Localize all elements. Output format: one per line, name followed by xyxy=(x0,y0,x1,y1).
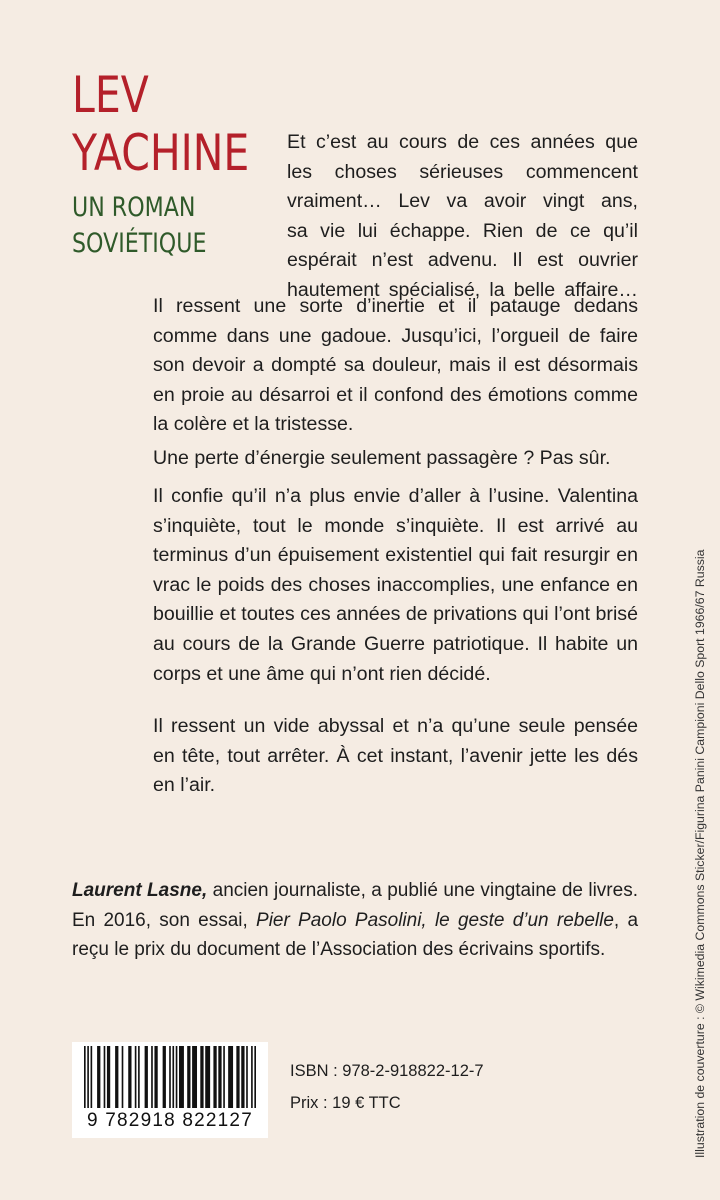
barcode-bar xyxy=(138,1046,140,1108)
bio-text-2: , a reçu le prix du document de l’Association des écrivains sportifs. xyxy=(72,909,639,961)
barcode-bar xyxy=(223,1046,225,1108)
paragraph-1-continued xyxy=(153,292,638,440)
barcode-bar xyxy=(228,1046,233,1108)
barcode-bar xyxy=(87,1046,89,1108)
paragraph-4 xyxy=(153,712,638,801)
paragraph-2 xyxy=(153,444,638,474)
barcode-bar xyxy=(205,1046,210,1108)
price: Prix : 19 € TTC xyxy=(290,1094,401,1112)
subtitle-line-2: SOVIÉTIQUE xyxy=(72,228,207,259)
barcode-bar xyxy=(145,1046,148,1108)
barcode-bar xyxy=(254,1046,256,1108)
barcode-bar xyxy=(246,1046,248,1108)
barcode-bar xyxy=(251,1046,253,1108)
title-block xyxy=(72,66,292,262)
author-name: Laurent Lasne, xyxy=(72,880,208,901)
title-line-2: YACHINE xyxy=(72,124,250,182)
paragraph-text: Il ressent un vide abyssal et n’a qu’une seule pensée en tête, tout arrêter. À cet instant, l’avenir jette les dés en l’air. xyxy=(153,715,638,797)
intro-line: les choses sérieuses commencent xyxy=(287,160,638,183)
barcode-bar xyxy=(91,1046,93,1108)
isbn: ISBN : 978-2-918822-12-7 xyxy=(290,1062,484,1080)
barcode-bar xyxy=(84,1046,86,1108)
intro-line: espérait n’est advenu. Il est ouvrier xyxy=(287,249,638,272)
subtitle-line-1: UN ROMAN xyxy=(72,192,196,223)
paragraph-text: Il confie qu’il n’a plus envie d’aller à l’usine. Valentina s’inquiète, tout le monde s’inquiète. Il est arrivé au terminus d’un épuisement existentiel qui fait resurgir en vrac le poids des choses inaccomplies, une enfance en bouillie et toutes ces années de privations qui l’ont brisé au cours de la Grande Guerre patriotique. Il habite un corps et une âme qui n’ont rien décidé. xyxy=(153,485,638,685)
intro-line: Et c’est au cours de ces années que xyxy=(287,131,638,153)
barcode-bar xyxy=(151,1046,153,1108)
barcode-bar xyxy=(128,1046,131,1108)
book-title: Pier Paolo Pasolini, le geste d’un rebelle xyxy=(256,909,614,931)
barcode-bar xyxy=(104,1046,106,1108)
barcode-bars xyxy=(84,1046,256,1108)
barcode-bar xyxy=(172,1046,174,1108)
barcode-bar xyxy=(213,1046,216,1108)
cover-credit: Illustration de couverture : © Wikimedia Commons Sticker/Figurina Panini Campioni Dello Sport 1966/67 Russia xyxy=(693,549,707,1158)
paragraph-text: Une perte d’énergie seulement passagère ? Pas sûr. xyxy=(153,447,611,469)
barcode-bar xyxy=(154,1046,157,1108)
barcode-digits: 9 782918 822127 xyxy=(87,1110,253,1131)
barcode-bar xyxy=(200,1046,203,1108)
barcode-bar xyxy=(122,1046,124,1108)
barcode-bar xyxy=(176,1046,178,1108)
barcode-bar xyxy=(241,1046,244,1108)
paragraph-text: Il ressent une sorte d’inertie et il patauge dedans comme dans une gadoue. Jusqu’ici, l’orgueil de faire son devoir a dompté sa douleur, mais il est désormais en proie au désarroi et il confond des émotions comme la colère et la tristesse. xyxy=(153,295,638,436)
barcode-bar xyxy=(169,1046,171,1108)
intro-line: sa vie lui échappe. Rien de ce qu’il xyxy=(287,219,638,242)
barcode-bar xyxy=(163,1046,166,1108)
barcode-bar xyxy=(115,1046,118,1108)
barcode-bar xyxy=(97,1046,100,1108)
barcode-bar xyxy=(218,1046,221,1108)
barcode-bar xyxy=(187,1046,190,1108)
bio-text-1: ancien journaliste, a publié une vingtaine de livres. En 2016, son essai, xyxy=(72,880,638,931)
intro-line: hautement spécialisé, la belle affaire… xyxy=(287,278,638,301)
title-line-1: LEV xyxy=(72,66,149,124)
barcode-bar xyxy=(192,1046,197,1108)
barcode-bar xyxy=(179,1046,184,1108)
intro-paragraph xyxy=(287,128,638,306)
barcode-bar xyxy=(107,1046,110,1108)
barcode-bar xyxy=(236,1046,239,1108)
paragraph-3 xyxy=(153,482,638,689)
intro-line: vraiment… Lev va avoir vingt ans, xyxy=(287,190,638,213)
barcode xyxy=(72,1042,268,1138)
barcode-bar xyxy=(135,1046,137,1108)
author-bio xyxy=(72,876,638,965)
